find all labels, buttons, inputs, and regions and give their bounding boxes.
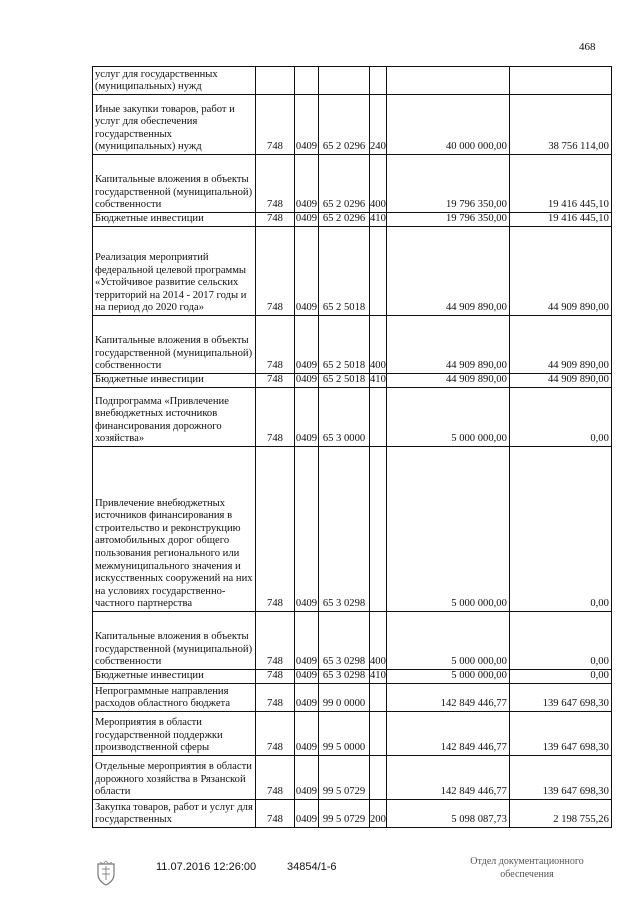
cell-sum1: 5 000 000,00 (386, 612, 509, 670)
cell-sum2: 0,00 (509, 612, 611, 670)
cell-sum1: 142 849 446,77 (386, 756, 509, 800)
cell-sum1: 5 098 087,73 (386, 800, 509, 828)
table-row (93, 756, 612, 800)
cell-rz: 0409 (295, 95, 319, 155)
cell-ved: 748 (256, 800, 295, 828)
cell-csr: 65 3 0000 (319, 388, 370, 447)
cell-sum1: 40 000 000,00 (386, 95, 509, 155)
cell-vr (370, 712, 387, 756)
footer-doc-code: 34854/1-6 (287, 861, 337, 873)
cell-ved (256, 67, 295, 95)
cell-name: Бюджетные инвестиции (93, 213, 256, 227)
cell-vr (370, 388, 387, 447)
cell-sum2: 44 909 890,00 (509, 316, 611, 374)
cell-rz: 0409 (295, 756, 319, 800)
cell-vr (370, 756, 387, 800)
coat-of-arms-icon (95, 860, 117, 886)
cell-rz: 0409 (295, 316, 319, 374)
cell-vr (370, 684, 387, 712)
cell-sum2: 44 909 890,00 (509, 374, 611, 388)
cell-name: Бюджетные инвестиции (93, 670, 256, 684)
table-row (93, 447, 612, 612)
cell-ved: 748 (256, 670, 295, 684)
footer-datetime: 11.07.2016 12:26:00 (156, 861, 257, 873)
cell-rz: 0409 (295, 800, 319, 828)
cell-sum1 (386, 67, 509, 95)
cell-ved: 748 (256, 756, 295, 800)
cell-csr: 65 2 5018 (319, 374, 370, 388)
cell-sum1: 44 909 890,00 (386, 374, 509, 388)
cell-csr: 99 5 0729 (319, 756, 370, 800)
cell-sum2: 0,00 (509, 670, 611, 684)
cell-sum2: 139 647 698,30 (509, 756, 611, 800)
cell-sum2: 44 909 890,00 (509, 227, 611, 316)
cell-sum2: 139 647 698,30 (509, 712, 611, 756)
cell-rz: 0409 (295, 374, 319, 388)
cell-sum2: 19 416 445,10 (509, 213, 611, 227)
cell-sum2: 19 416 445,10 (509, 155, 611, 213)
table-row (93, 374, 612, 388)
cell-csr: 65 3 0298 (319, 670, 370, 684)
cell-name: Реализация мероприятий федеральной целевой программы «Устойчивое развитие сельских территорий на 2014 - 2017 годы и на период до 2020 года» (93, 227, 256, 316)
cell-sum1: 142 849 446,77 (386, 712, 509, 756)
cell-vr: 410 (370, 374, 387, 388)
cell-name: Капитальные вложения в объекты государственной (муниципальной) собственности (93, 316, 256, 374)
cell-vr: 400 (370, 316, 387, 374)
cell-name: Непрограммные направления расходов областного бюджета (93, 684, 256, 712)
cell-name: Капитальные вложения в объекты государственной (муниципальной) собственности (93, 612, 256, 670)
cell-ved: 748 (256, 388, 295, 447)
cell-name: услуг для государственных (муниципальных) нужд (93, 67, 256, 95)
cell-ved: 748 (256, 95, 295, 155)
cell-ved: 748 (256, 374, 295, 388)
table-row (93, 800, 612, 828)
cell-sum2: 38 756 114,00 (509, 95, 611, 155)
cell-ved: 748 (256, 612, 295, 670)
cell-ved: 748 (256, 447, 295, 612)
cell-vr (370, 447, 387, 612)
cell-name: Закупка товаров, работ и услуг для государственных (93, 800, 256, 828)
footer-dept-line2: обеспечения (500, 869, 554, 880)
cell-rz: 0409 (295, 388, 319, 447)
cell-csr: 99 5 0000 (319, 712, 370, 756)
cell-csr: 65 2 5018 (319, 316, 370, 374)
budget-table-body (93, 67, 612, 828)
cell-rz: 0409 (295, 670, 319, 684)
cell-sum1: 19 796 350,00 (386, 155, 509, 213)
cell-csr: 65 2 5018 (319, 227, 370, 316)
cell-csr: 99 5 0729 (319, 800, 370, 828)
cell-csr (319, 67, 370, 95)
cell-ved: 748 (256, 712, 295, 756)
cell-sum2: 0,00 (509, 447, 611, 612)
cell-vr: 400 (370, 612, 387, 670)
cell-vr: 400 (370, 155, 387, 213)
cell-rz: 0409 (295, 712, 319, 756)
cell-name: Бюджетные инвестиции (93, 374, 256, 388)
table-row (93, 213, 612, 227)
cell-vr (370, 67, 387, 95)
cell-rz: 0409 (295, 155, 319, 213)
cell-name: Капитальные вложения в объекты государственной (муниципальной) собственности (93, 155, 256, 213)
page-number: 468 (579, 41, 596, 53)
cell-vr: 410 (370, 670, 387, 684)
cell-ved: 748 (256, 213, 295, 227)
table-row (93, 316, 612, 374)
footer-dept-line1: Отдел документационного (470, 856, 584, 867)
table-row (93, 684, 612, 712)
cell-ved: 748 (256, 316, 295, 374)
cell-sum2 (509, 67, 611, 95)
cell-sum1: 5 000 000,00 (386, 447, 509, 612)
cell-ved: 748 (256, 227, 295, 316)
cell-sum2: 0,00 (509, 388, 611, 447)
cell-sum2: 139 647 698,30 (509, 684, 611, 712)
cell-vr (370, 227, 387, 316)
table-row (93, 95, 612, 155)
cell-sum2: 2 198 755,26 (509, 800, 611, 828)
cell-vr: 410 (370, 213, 387, 227)
cell-name: Привлечение внебюджетных источников финансирования в строительство и реконструкцию автомобильных дорог общего пользования регионального или межмуниципального значения и искусственных сооружений на них на условиях государственно-частного партнерства (93, 447, 256, 612)
table-row (93, 612, 612, 670)
cell-name: Отдельные мероприятия в области дорожного хозяйства в Рязанской области (93, 756, 256, 800)
table-row (93, 155, 612, 213)
cell-csr: 65 2 0296 (319, 213, 370, 227)
cell-rz: 0409 (295, 684, 319, 712)
cell-rz: 0409 (295, 213, 319, 227)
cell-name: Подпрограмма «Привлечение внебюджетных источников финансирования дорожного хозяйства» (93, 388, 256, 447)
table-row (93, 227, 612, 316)
cell-ved: 748 (256, 155, 295, 213)
cell-csr: 99 0 0000 (319, 684, 370, 712)
cell-csr: 65 2 0296 (319, 155, 370, 213)
cell-sum1: 19 796 350,00 (386, 213, 509, 227)
cell-rz: 0409 (295, 447, 319, 612)
cell-csr: 65 2 0296 (319, 95, 370, 155)
table-row (93, 67, 612, 95)
cell-rz: 0409 (295, 612, 319, 670)
cell-ved: 748 (256, 684, 295, 712)
table-row (93, 712, 612, 756)
cell-name: Иные закупки товаров, работ и услуг для обеспечения государственных (муниципальных) нужд (93, 95, 256, 155)
cell-csr: 65 3 0298 (319, 447, 370, 612)
cell-sum1: 142 849 446,77 (386, 684, 509, 712)
cell-sum1: 44 909 890,00 (386, 316, 509, 374)
cell-csr: 65 3 0298 (319, 612, 370, 670)
cell-sum1: 5 000 000,00 (386, 388, 509, 447)
cell-sum1: 5 000 000,00 (386, 670, 509, 684)
table-row (93, 388, 612, 447)
budget-table (92, 66, 612, 828)
cell-rz: 0409 (295, 227, 319, 316)
cell-vr: 200 (370, 800, 387, 828)
footer-department (452, 855, 602, 881)
table-row (93, 670, 612, 684)
cell-name: Мероприятия в области государственной поддержки производственной сферы (93, 712, 256, 756)
cell-sum1: 44 909 890,00 (386, 227, 509, 316)
cell-rz (295, 67, 319, 95)
cell-vr: 240 (370, 95, 387, 155)
